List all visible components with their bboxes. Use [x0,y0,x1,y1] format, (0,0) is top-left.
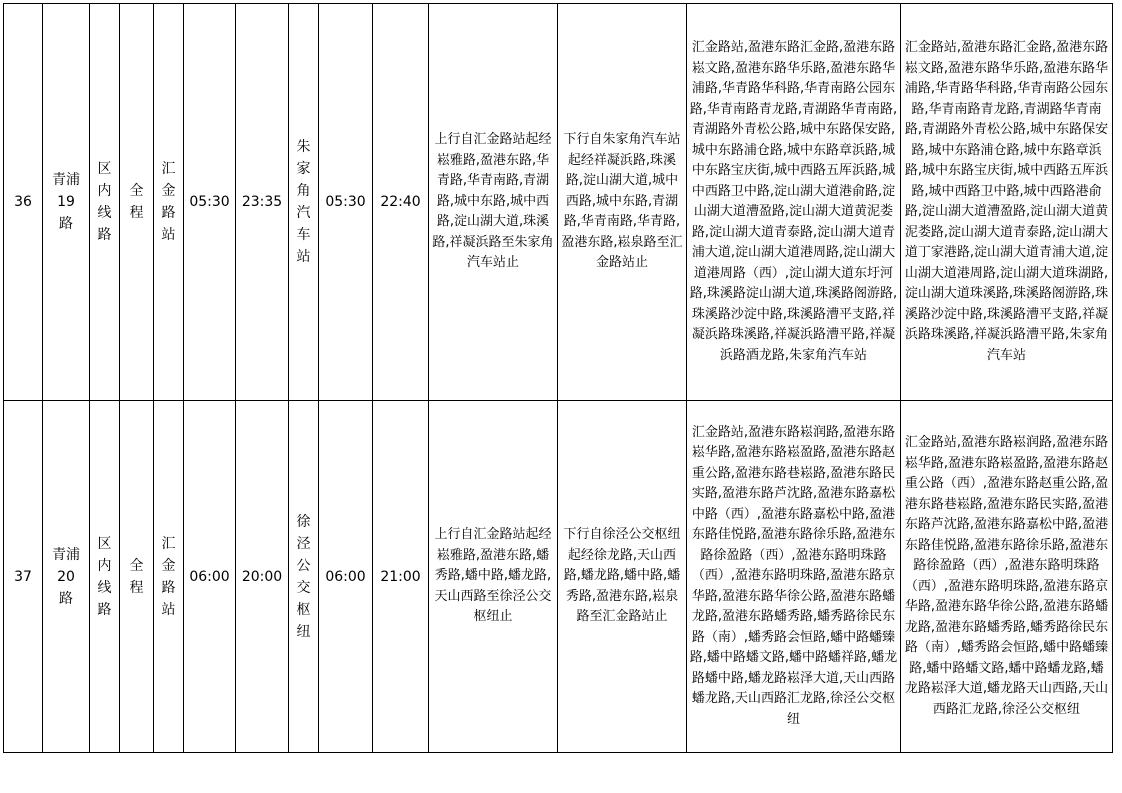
start-station-text: 汇金路站 [161,161,176,243]
route-type-text: 区内线路 [97,535,112,618]
table-row [4,4,1113,401]
route-scope [120,401,154,753]
end-last-bus: 21:00 [373,401,429,753]
end-station [289,401,319,753]
end-last-bus: 22:40 [373,4,429,401]
end-station [289,4,319,401]
route-name-text: 青浦20路 [51,546,80,607]
up-route-description: 上行自汇金路站起经崧雅路,盈港东路,蟠秀路,蟠中路,蟠龙路,天山西路至徐泾公交枢纽止 [429,401,558,753]
route-name [43,4,90,401]
down-stops-list: 汇金路站,盈港东路崧润路,盈港东路崧华路,盈港东路崧盈路,盈港东路赵重公路（西）,盈港东路赵重公路,盈港东路巷崧路,盈港东路民实路,盈港东路芦沈路,盈港东路嘉松中路,盈港东路佳悦路,盈港东路徐乐路,盈港东路徐盈路（西）,盈港东路明珠路（西）,盈港东路明珠路,盈港东路京华路,盈港东路华徐公路,盈港东路蟠龙路,盈港东路蟠秀路,蟠秀路徐民东路（南）,蟠秀路会恒路,蟠中路蟠臻路,蟠中路蟠文路,蟠中路蟠龙路,蟠龙路崧泽大道,蟠龙路天山西路,天山西路汇龙路,徐泾公交枢纽 [901,401,1113,753]
end-station-text: 朱家角汽车站 [296,139,311,265]
bus-route-table [3,3,1113,753]
up-stops-list: 汇金路站,盈港东路汇金路,盈港东路崧文路,盈港东路华乐路,盈港东路华浦路,华青路华科路,华青南路公园东路,华青南路青龙路,青湖路华青南路,青湖路外青松公路,城中东路保安路,城中东路浦仓路,城中东路章浜路,城中东路宝庆街,城中西路五厍浜路,城中西路卫中路,淀山湖大道港俞路,淀山湖大道漕盈路,淀山湖大道黄泥娄路,淀山湖大道青泰路,淀山湖大道青浦大道,淀山湖大道港周路,淀山湖大道港周路（西）,淀山湖大道东圩河路,珠溪路淀山湖大道,珠溪路阁游路,珠溪路沙淀中路,珠溪路漕平支路,祥凝浜路珠溪路,祥凝浜路漕平路,祥凝浜路酒龙路,朱家角汽车站 [687,4,901,401]
route-scope-text: 全程 [129,557,144,596]
route-seq: 36 [4,4,43,401]
route-scope-text: 全程 [129,183,144,221]
route-seq: 37 [4,401,43,753]
down-stops-list: 汇金路站,盈港东路汇金路,盈港东路崧文路,盈港东路华乐路,盈港东路华浦路,华青路华科路,华青南路公园东路,华青南路青龙路,青湖路华青南路,青湖路外青松公路,城中东路保安路,城中东路浦仓路,城中东路章浜路,城中东路宝庆街,城中西路五厍浜路,城中西路卫中路,城中西路港俞路,淀山湖大道漕盈路,淀山湖大道黄泥娄路,淀山湖大道青泰路,淀山湖大道丁家港路,淀山湖大道青浦大道,淀山湖大道港周路,淀山湖大道珠湖路,淀山湖大道珠溪路,珠溪路阁游路,珠溪路沙淀中路,珠溪路漕平支路,祥凝浜路珠溪路,祥凝浜路漕平路,朱家角汽车站 [901,4,1113,401]
route-name [43,401,90,753]
start-station [154,4,184,401]
route-type [90,401,120,753]
end-first-bus: 06:00 [319,401,373,753]
end-first-bus: 05:30 [319,4,373,401]
start-station-text: 汇金路站 [161,535,176,618]
down-route-description: 下行自朱家角汽车站起经祥凝浜路,珠溪路,淀山湖大道,城中西路,城中东路,青湖路,华青南路,华青路,盈港东路,崧泉路至汇金路站止 [558,4,687,401]
start-first-bus: 05:30 [184,4,236,401]
up-route-description: 上行自汇金路站起经崧雅路,盈港东路,华青路,华青南路,青湖路,城中东路,城中西路,淀山湖大道,珠溪路,祥凝浜路至朱家角汽车站止 [429,4,558,401]
up-stops-list: 汇金路站,盈港东路崧润路,盈港东路崧华路,盈港东路崧盈路,盈港东路赵重公路,盈港东路巷崧路,盈港东路民实路,盈港东路芦沈路,盈港东路嘉松中路（西）,盈港东路嘉松中路,盈港东路佳悦路,盈港东路徐乐路,盈港东路徐盈路（西）,盈港东路明珠路（西）,盈港东路明珠路,盈港东路京华路,盈港东路华徐公路,盈港东路蟠龙路,盈港东路蟠秀路,蟠秀路徐民东路（南）,蟠秀路会恒路,蟠中路蟠臻路,蟠中路蟠文路,蟠中路蟠祥路,蟠龙路蟠中路,蟠龙路崧泽大道,天山西路蟠龙路,天山西路汇龙路,徐泾公交枢纽 [687,401,901,753]
route-scope [120,4,154,401]
start-station [154,401,184,753]
start-last-bus: 23:35 [236,4,289,401]
route-type [90,4,120,401]
route-name-text: 青浦19路 [51,172,80,232]
table-row [4,401,1113,753]
down-route-description: 下行自徐泾公交枢纽起经徐龙路,天山西路,蟠龙路,蟠中路,蟠秀路,盈港东路,崧泉路至汇金路站止 [558,401,687,753]
end-station-text: 徐泾公交枢纽 [296,513,311,640]
start-last-bus: 20:00 [236,401,289,753]
start-first-bus: 06:00 [184,401,236,753]
route-type-text: 区内线路 [97,161,112,243]
